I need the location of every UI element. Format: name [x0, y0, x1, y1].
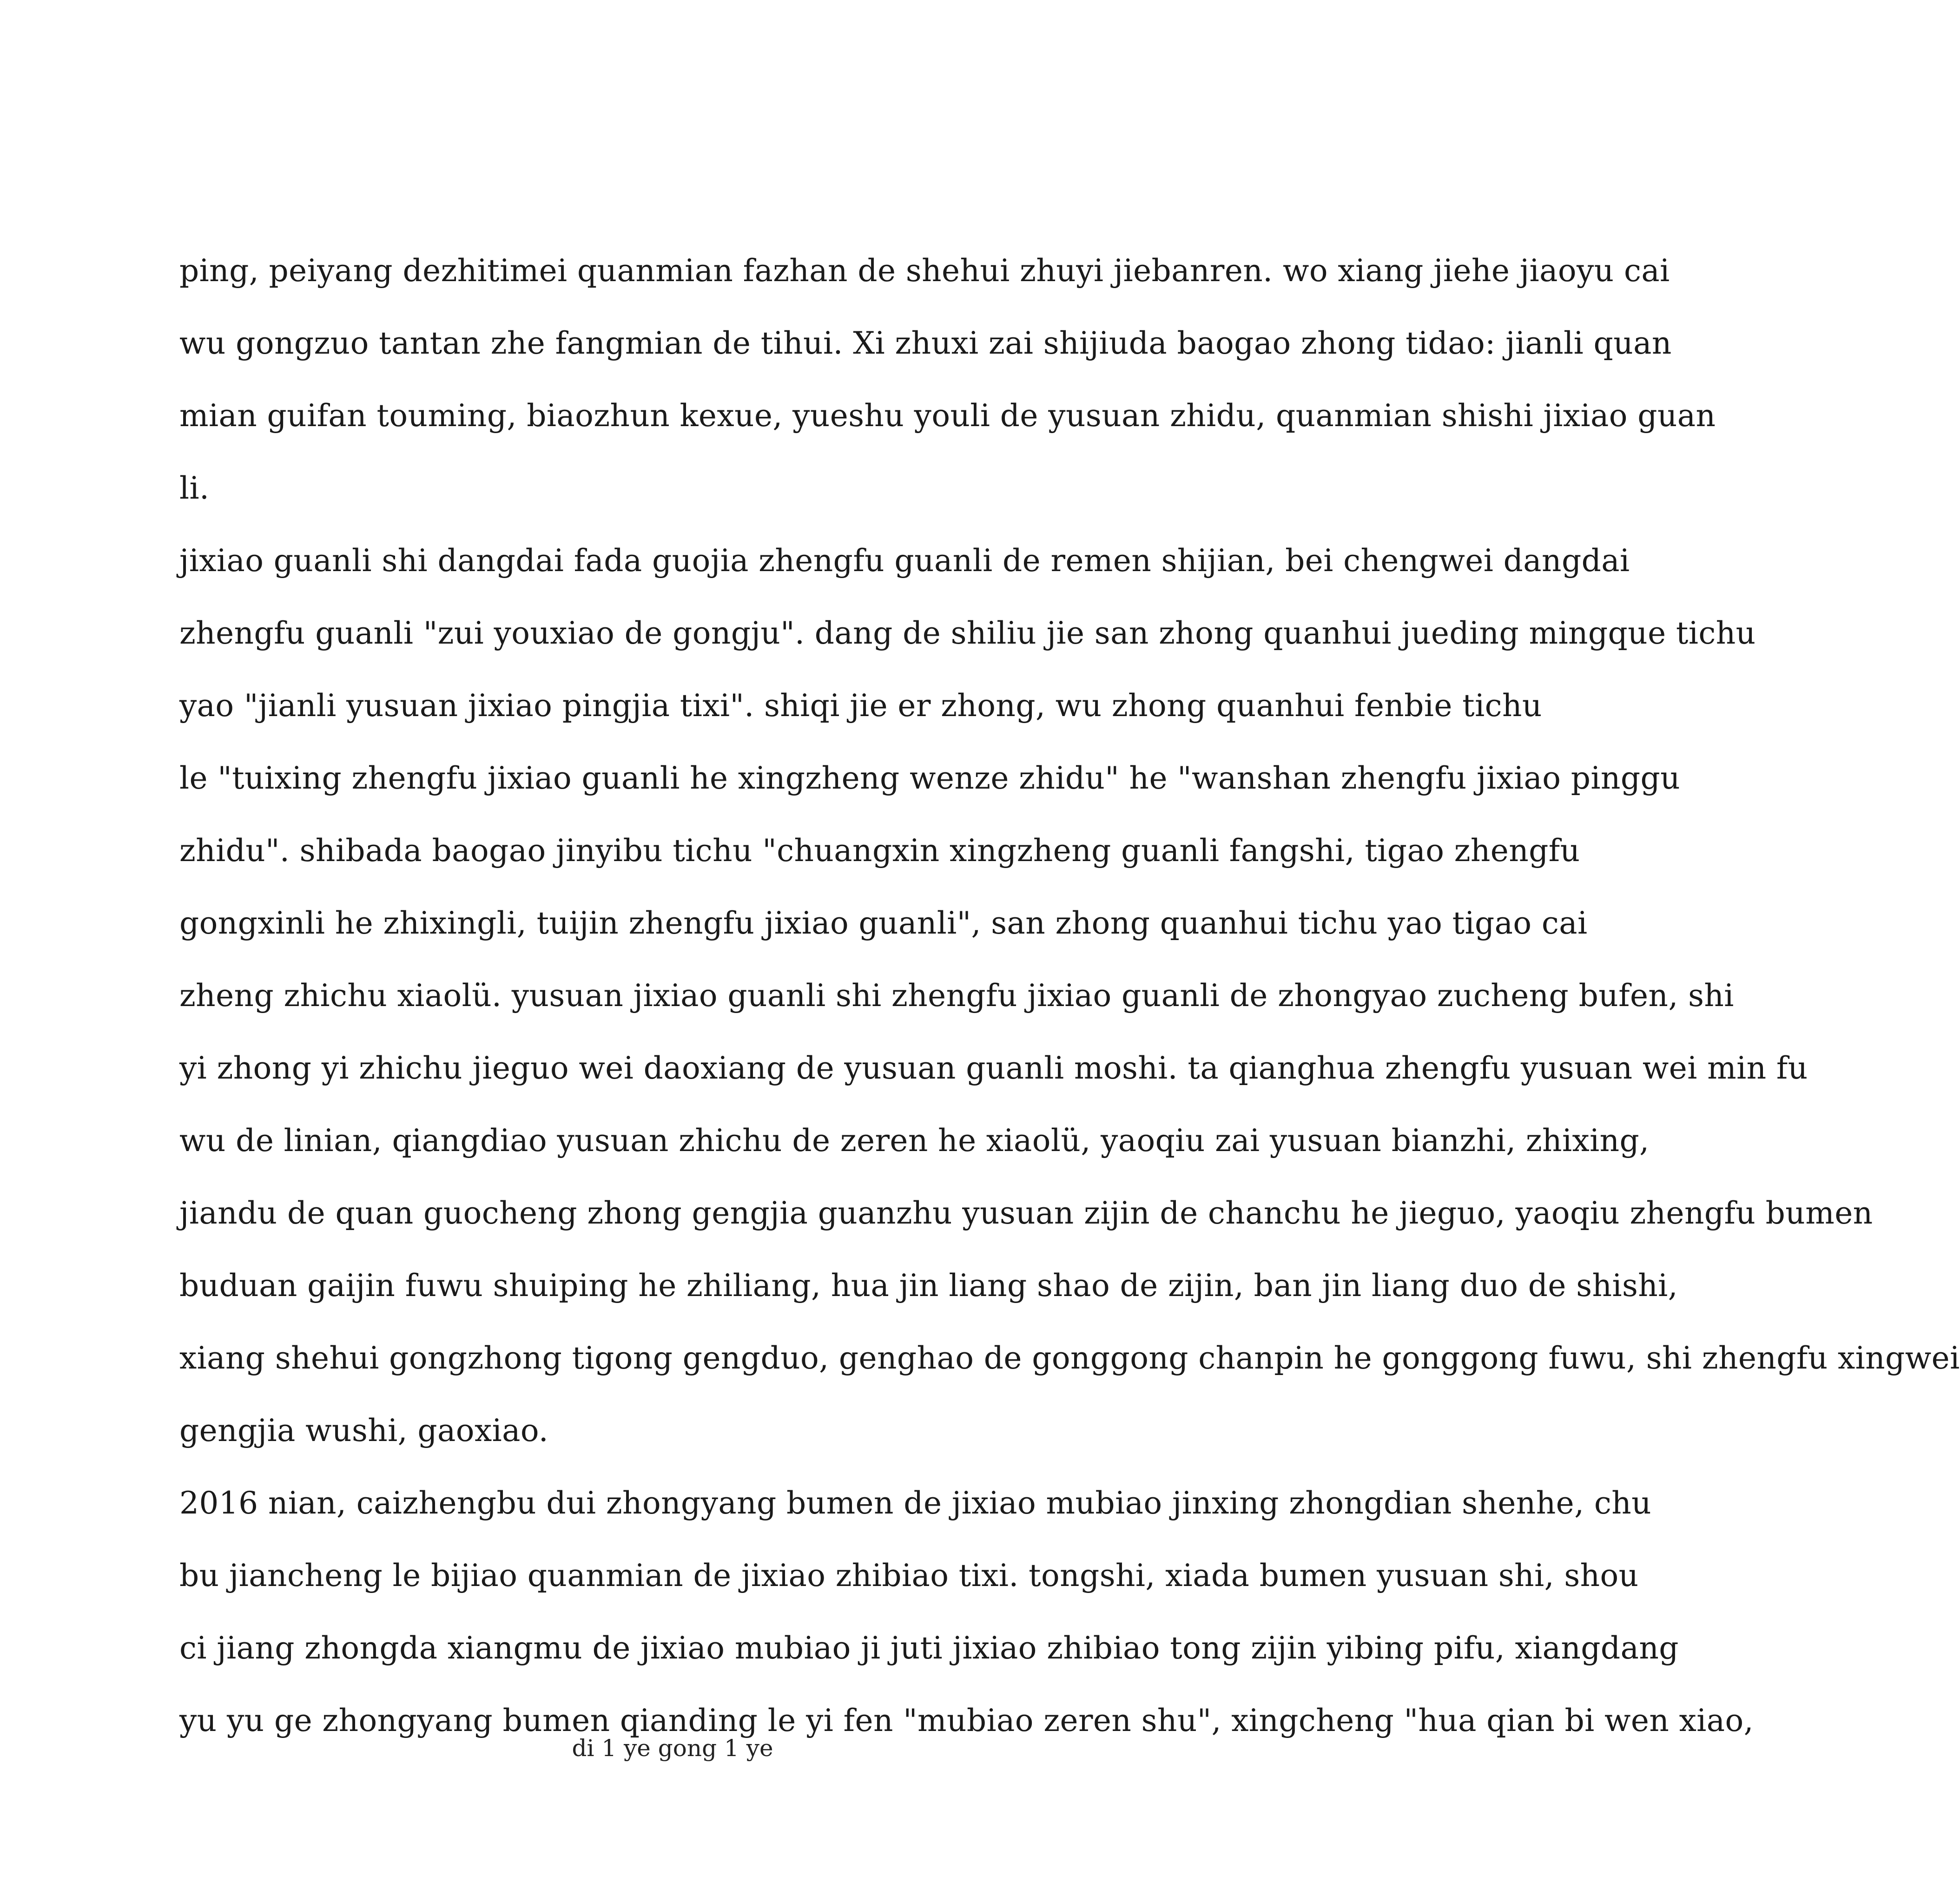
text-line: xiang shehui gongzhong tigong gengduo, genghao de gonggong chanpin he gonggong fuwu, shi zhengfu xingwei	[179, 1340, 1960, 1376]
text-line: yao "jianli yusuan jixiao pingjia tixi". shiqi jie er zhong, wu zhong quanhui fenbie tichu	[179, 688, 1542, 724]
text-line: wu gongzuo tantan zhe fangmian de tihui. Xi zhuxi zai shijiuda baogao zhong tidao: jianli quan	[179, 325, 1672, 361]
text-line: zhidu". shibada baogao jinyibu tichu "chuangxin xingzheng guanli fangshi, tigao zhengfu	[179, 833, 1580, 869]
text-line: jiandu de quan guocheng zhong gengjia guanzhu yusuan zijin de chanchu he jieguo, yaoqiu zhengfu bumen	[179, 1195, 1873, 1231]
text-line: gengjia wushi, gaoxiao.	[179, 1413, 549, 1448]
text-line: le "tuixing zhengfu jixiao guanli he xingzheng wenze zhidu" he "wanshan zhengfu jixiao pinggu	[179, 760, 1681, 796]
text-line: wu de linian, qiangdiao yusuan zhichu de zeren he xiaolü, yaoqiu zai yusuan bianzhi, zhixing,	[179, 1123, 1650, 1158]
text-line: zhengfu guanli "zui youxiao de gongju". dang de shiliu jie san zhong quanhui jueding mingque tichu	[179, 615, 1756, 651]
text-line: gongxinli he zhixingli, tuijin zhengfu jixiao guanli", san zhong quanhui tichu yao tigao cai	[179, 905, 1588, 941]
text-line: jixiao guanli shi dangdai fada guojia zhengfu guanli de remen shijian, bei chengwei dangdai	[179, 543, 1630, 579]
text-line: li.	[179, 470, 210, 506]
text-line: bu jiancheng le bijiao quanmian de jixiao zhibiao tixi. tongshi, xiada bumen yusuan shi, shou	[179, 1558, 1639, 1593]
text-line: yi zhong yi zhichu jieguo wei daoxiang de yusuan guanli moshi. ta qianghua zhengfu yusuan wei min fu	[179, 1050, 1808, 1086]
text-line: ping, peiyang dezhitimei quanmian fazhan de shehui zhuyi jiebanren. wo xiang jiehe jiaoyu cai	[179, 253, 1670, 289]
text-line: mian guifan touming, biaozhun kexue, yueshu youli de yusuan zhidu, quanmian shishi jixiao guan	[179, 398, 1716, 434]
text-line: zheng zhichu xiaolü. yusuan jixiao guanli shi zhengfu jixiao guanli de zhongyao zucheng bufen, shi	[179, 978, 1734, 1014]
page-number-footer: di 1 ye gong 1 ye	[572, 1735, 773, 1762]
text-line: 2016 nian, caizhengbu dui zhongyang bumen de jixiao mubiao jinxing zhongdian shenhe, chu	[179, 1485, 1652, 1521]
text-line: buduan gaijin fuwu shuiping he zhiliang, hua jin liang shao de zijin, ban jin liang duo de shishi,	[179, 1268, 1678, 1303]
text-line: yu yu ge zhongyang bumen qianding le yi fen "mubiao zeren shu", xingcheng "hua qian bi wen xiao,	[179, 1703, 1754, 1738]
text-line: ci jiang zhongda xiangmu de jixiao mubiao ji juti jixiao zhibiao tong zijin yibing pifu, xiangdang	[179, 1630, 1679, 1666]
